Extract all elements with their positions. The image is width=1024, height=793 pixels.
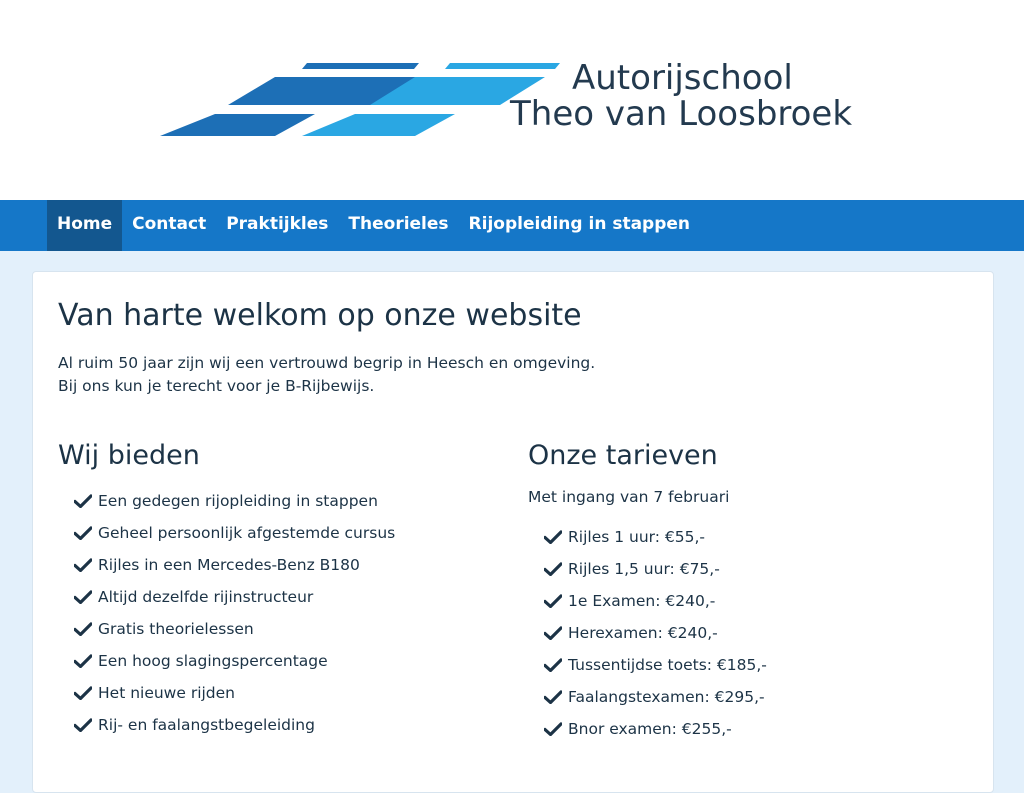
rates-subtitle: Met ingang van 7 februari (528, 488, 730, 506)
offer-item-label: Altijd dezelfde rijinstructeur (98, 588, 314, 606)
intro-text (58, 352, 595, 398)
rate-item (528, 713, 958, 745)
intro-line-1: Al ruim 50 jaar zijn wij een vertrouwd begrip in Heesch en omgeving. (58, 354, 596, 372)
check-icon (74, 622, 92, 636)
check-icon (544, 530, 562, 544)
check-icon (544, 658, 562, 672)
content-card (32, 271, 994, 793)
page-title: Van harte welkom op onze website (58, 298, 582, 333)
rates-section (528, 437, 958, 745)
nav-item-theorieles[interactable]: Theorieles (348, 214, 449, 234)
offer-item-label: Het nieuwe rijden (98, 684, 236, 702)
offer-item-label: Een gedegen rijopleiding in stappen (98, 492, 378, 510)
offer-item (58, 613, 488, 645)
check-icon (74, 558, 92, 572)
nav-item-praktijkles[interactable]: Praktijkles (226, 214, 329, 234)
rates-heading: Onze tarieven (528, 440, 718, 471)
rate-item (528, 617, 958, 649)
nav-item-rijopleiding-in-stappen[interactable]: Rijopleiding in stappen (468, 214, 691, 234)
check-icon (544, 626, 562, 640)
check-icon (544, 722, 562, 736)
offer-section (58, 437, 488, 741)
rate-item-label: Rijles 1 uur: €55,- (568, 528, 706, 546)
rate-item-label: Faalangstexamen: €295,- (568, 688, 765, 706)
rate-item-label: Tussentijdse toets: €185,- (568, 656, 767, 674)
intro-line-2: Bij ons kun je terecht voor je B-Rijbewijs. (58, 377, 375, 395)
check-icon (544, 594, 562, 608)
logo-line-2: Theo van Loosbroek (510, 94, 853, 134)
check-icon (544, 562, 562, 576)
logo-line-1: Autorijschool (572, 58, 793, 98)
offer-item-label: Gratis theorielessen (98, 620, 254, 638)
offer-list (58, 485, 488, 741)
rate-item-label: 1e Examen: €240,- (568, 592, 716, 610)
rate-item (528, 585, 958, 617)
check-icon (74, 494, 92, 508)
rate-item-label: Herexamen: €240,- (568, 624, 718, 642)
check-icon (74, 526, 92, 540)
check-icon (74, 590, 92, 604)
logo-tiles-graphic (160, 60, 560, 140)
check-icon (74, 654, 92, 668)
nav-item-home[interactable]: Home (47, 200, 122, 251)
nav-item-contact[interactable]: Contact (132, 214, 207, 234)
logo-text (510, 60, 852, 132)
rates-list (528, 521, 958, 745)
rate-item (528, 553, 958, 585)
site-header (0, 0, 1024, 200)
check-icon (74, 686, 92, 700)
rate-item (528, 649, 958, 681)
offer-item (58, 709, 488, 741)
offer-heading: Wij bieden (58, 440, 200, 471)
check-icon (74, 718, 92, 732)
offer-item-label: Geheel persoonlijk afgestemde cursus (98, 524, 396, 542)
nav-menu (47, 200, 700, 251)
offer-item (58, 581, 488, 613)
site-logo[interactable] (160, 60, 870, 140)
offer-item (58, 645, 488, 677)
rate-item-label: Bnor examen: €255,- (568, 720, 732, 738)
rate-item-label: Rijles 1,5 uur: €75,- (568, 560, 720, 578)
check-icon (544, 690, 562, 704)
offer-item-label: Rij- en faalangstbegeleiding (98, 716, 315, 734)
offer-item-label: Een hoog slagingspercentage (98, 652, 328, 670)
offer-item-label: Rijles in een Mercedes-Benz B180 (98, 556, 360, 574)
offer-item (58, 677, 488, 709)
rate-item (528, 521, 958, 553)
offer-item (58, 549, 488, 581)
rate-item (528, 681, 958, 713)
offer-item (58, 517, 488, 549)
main-navigation (0, 200, 1024, 251)
offer-item (58, 485, 488, 517)
